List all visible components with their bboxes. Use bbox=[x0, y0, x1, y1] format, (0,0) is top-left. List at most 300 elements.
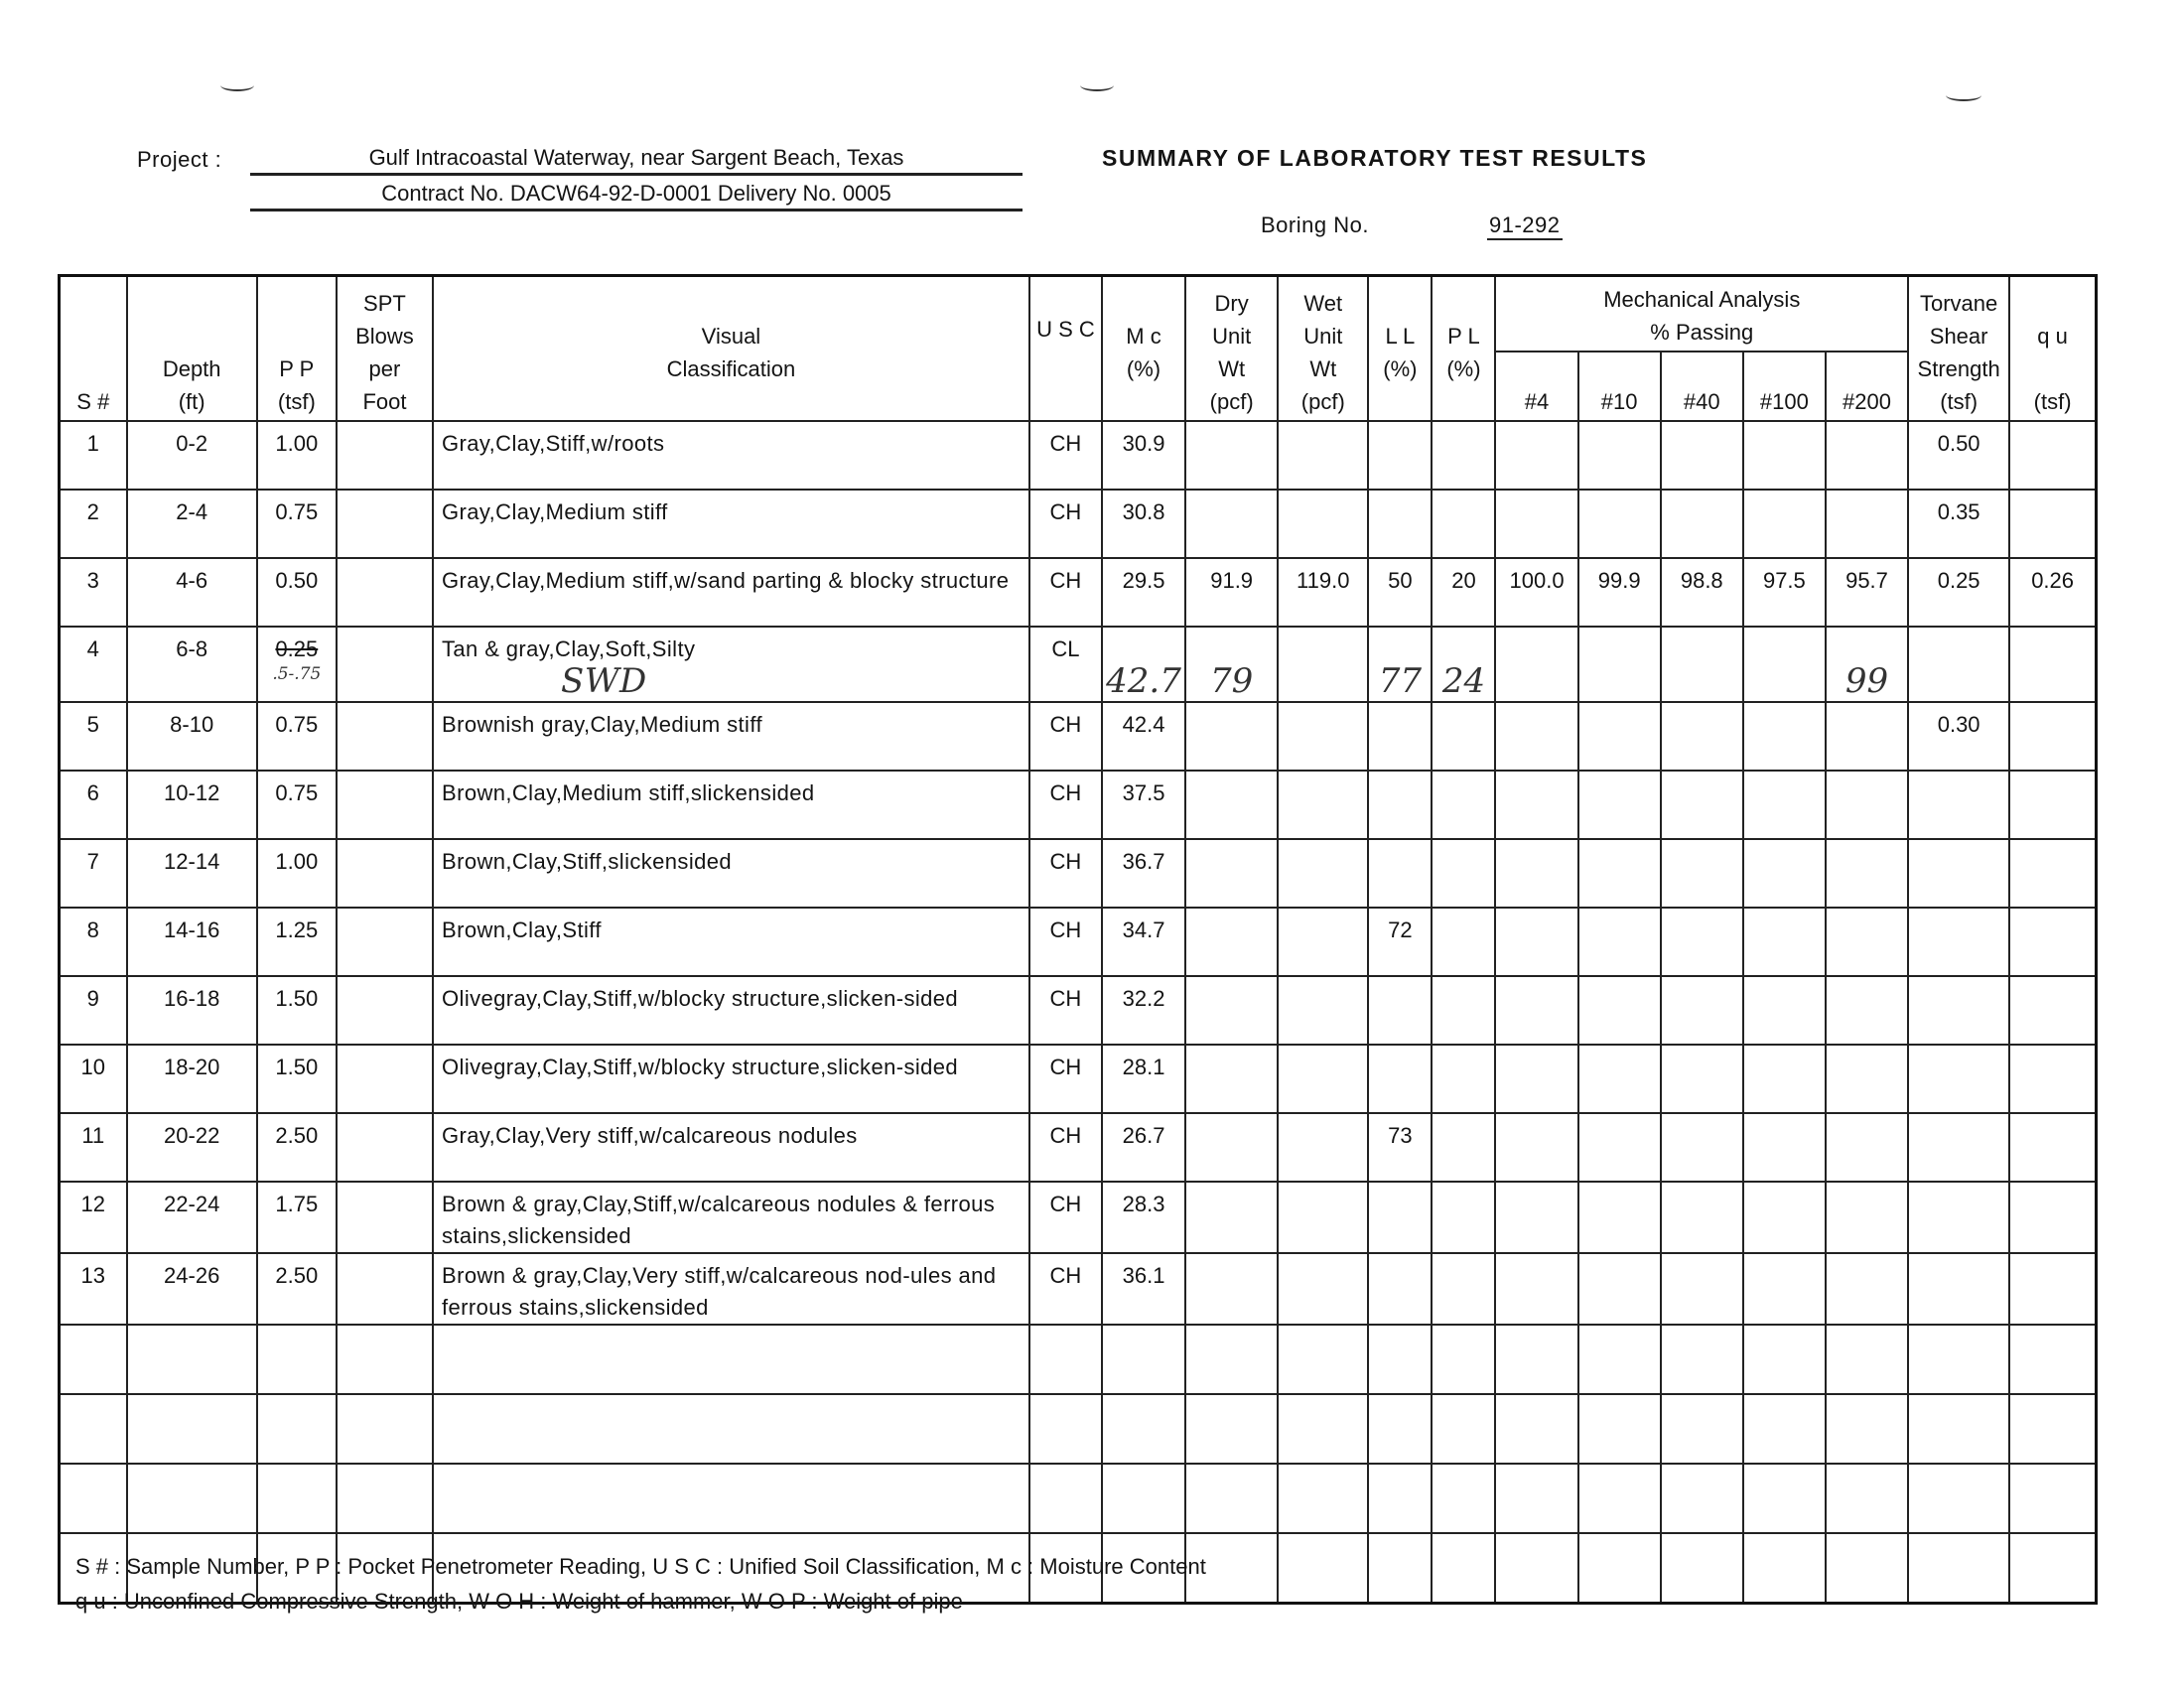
empty-cell bbox=[1495, 1394, 1577, 1464]
cell-sieve-10 bbox=[1578, 976, 1661, 1045]
cell-spt bbox=[337, 1113, 433, 1182]
cell-sample: 8 bbox=[60, 908, 127, 976]
table-row bbox=[60, 1253, 2097, 1325]
empty-cell bbox=[1826, 1464, 1908, 1533]
project-name: Gulf Intracoastal Waterway, near Sargent Beach, Texas bbox=[250, 145, 1023, 176]
cell-sample: 2 bbox=[60, 490, 127, 558]
cell-depth: 8-10 bbox=[127, 702, 257, 771]
empty-cell bbox=[1029, 1464, 1102, 1533]
cell-ll bbox=[1368, 1253, 1432, 1325]
cell-mc: 42.4 bbox=[1102, 702, 1185, 771]
table-row bbox=[60, 839, 2097, 908]
table-row bbox=[60, 908, 2097, 976]
cell-dry bbox=[1185, 490, 1278, 558]
cell-sieve-200: 95.7 bbox=[1826, 558, 1908, 627]
cell-qu bbox=[2009, 1113, 2096, 1182]
cell-sieve-40 bbox=[1661, 908, 1743, 976]
empty-cell bbox=[60, 1394, 127, 1464]
table-row bbox=[60, 702, 2097, 771]
cell-sieve-40 bbox=[1661, 1253, 1743, 1325]
cell-torvane bbox=[1908, 1113, 2009, 1182]
empty-cell bbox=[1495, 1533, 1577, 1604]
table-row bbox=[60, 1045, 2097, 1113]
cell-qu bbox=[2009, 627, 2096, 702]
empty-cell bbox=[1826, 1325, 1908, 1394]
pp-value: 0.25 bbox=[275, 636, 319, 661]
cell-sieve-100 bbox=[1743, 702, 1826, 771]
cell-depth: 6-8 bbox=[127, 627, 257, 702]
col-pl: P L (%) bbox=[1432, 276, 1495, 422]
col-spt: SPT Blows per Foot bbox=[337, 276, 433, 422]
cell-sieve-100 bbox=[1743, 1182, 1826, 1253]
empty-cell bbox=[1368, 1533, 1432, 1604]
cell-dry bbox=[1185, 976, 1278, 1045]
cell-description: Olivegray,Clay,Stiff,w/blocky structure,slicken-sided bbox=[433, 1045, 1029, 1113]
scan-mark-center bbox=[1080, 79, 1114, 91]
cell-depth: 4-6 bbox=[127, 558, 257, 627]
col-wet-unit-wt: Wet Unit Wt (pcf) bbox=[1278, 276, 1368, 422]
cell-qu bbox=[2009, 490, 2096, 558]
cell-sieve-200 bbox=[1826, 839, 1908, 908]
cell-description: Brown & gray,Clay,Very stiff,w/calcareous nod-ules and ferrous stains,slickensided bbox=[433, 1253, 1029, 1325]
empty-cell bbox=[1908, 1325, 2009, 1394]
empty-cell bbox=[60, 1464, 127, 1533]
empty-cell bbox=[2009, 1394, 2096, 1464]
cell-sieve-100 bbox=[1743, 976, 1826, 1045]
page-title: SUMMARY OF LABORATORY TEST RESULTS bbox=[1102, 145, 1648, 171]
table-row bbox=[60, 1182, 2097, 1253]
empty-cell bbox=[1368, 1394, 1432, 1464]
cell-depth: 10-12 bbox=[127, 771, 257, 839]
cell-sieve-4 bbox=[1495, 421, 1577, 490]
cell-spt bbox=[337, 839, 433, 908]
cell-torvane: 0.25 bbox=[1908, 558, 2009, 627]
cell-wet bbox=[1278, 702, 1368, 771]
cell-qu: 0.26 bbox=[2009, 558, 2096, 627]
cell-torvane bbox=[1908, 771, 2009, 839]
cell-sieve-40 bbox=[1661, 839, 1743, 908]
cell-sieve-200 bbox=[1826, 771, 1908, 839]
cell-ll bbox=[1368, 1045, 1432, 1113]
cell-description: Brown,Clay,Medium stiff,slickensided bbox=[433, 771, 1029, 839]
cell-ll: 50 bbox=[1368, 558, 1432, 627]
empty-cell bbox=[1102, 1394, 1185, 1464]
cell-usc: CH bbox=[1029, 1253, 1102, 1325]
sieve-200-handwritten: 99 bbox=[1844, 661, 1889, 701]
empty-cell bbox=[1661, 1464, 1743, 1533]
cell-dry bbox=[1185, 771, 1278, 839]
cell-mc bbox=[1102, 627, 1185, 702]
cell-wet bbox=[1278, 421, 1368, 490]
cell-sieve-100 bbox=[1743, 771, 1826, 839]
cell-depth: 14-16 bbox=[127, 908, 257, 976]
cell-pp: 2.50 bbox=[257, 1253, 337, 1325]
pp-handwritten-note: .5-.75 bbox=[272, 664, 322, 684]
cell-wet: 119.0 bbox=[1278, 558, 1368, 627]
cell-description: Gray,Clay,Very stiff,w/calcareous nodules bbox=[433, 1113, 1029, 1182]
cell-sieve-200 bbox=[1826, 490, 1908, 558]
empty-cell bbox=[1102, 1464, 1185, 1533]
cell-sieve-40 bbox=[1661, 976, 1743, 1045]
empty-table-row bbox=[60, 1394, 2097, 1464]
cell-sieve-100: 97.5 bbox=[1743, 558, 1826, 627]
cell-ll: 73 bbox=[1368, 1113, 1432, 1182]
empty-cell bbox=[1278, 1533, 1368, 1604]
cell-usc: CH bbox=[1029, 1182, 1102, 1253]
cell-depth: 18-20 bbox=[127, 1045, 257, 1113]
empty-table-row bbox=[60, 1325, 2097, 1394]
cell-pl bbox=[1432, 490, 1495, 558]
empty-cell bbox=[2009, 1325, 2096, 1394]
cell-usc: CH bbox=[1029, 1045, 1102, 1113]
cell-sample: 11 bbox=[60, 1113, 127, 1182]
cell-sample: 12 bbox=[60, 1182, 127, 1253]
cell-dry: 91.9 bbox=[1185, 558, 1278, 627]
cell-torvane bbox=[1908, 1182, 2009, 1253]
empty-cell bbox=[1908, 1533, 2009, 1604]
cell-sieve-4 bbox=[1495, 908, 1577, 976]
cell-description: Gray,Clay,Stiff,w/roots bbox=[433, 421, 1029, 490]
cell-usc: CH bbox=[1029, 421, 1102, 490]
cell-torvane bbox=[1908, 1253, 2009, 1325]
cell-mc: 32.2 bbox=[1102, 976, 1185, 1045]
cell-ll bbox=[1368, 1182, 1432, 1253]
cell-usc: CL bbox=[1029, 627, 1102, 702]
cell-torvane bbox=[1908, 839, 2009, 908]
cell-spt bbox=[337, 1182, 433, 1253]
cell-usc: CH bbox=[1029, 490, 1102, 558]
cell-pl bbox=[1432, 908, 1495, 976]
cell-sample: 5 bbox=[60, 702, 127, 771]
cell-sieve-40 bbox=[1661, 702, 1743, 771]
col-usc: U S C bbox=[1029, 276, 1102, 422]
cell-sieve-10 bbox=[1578, 702, 1661, 771]
table-row bbox=[60, 627, 2097, 702]
cell-pp: 0.75 bbox=[257, 490, 337, 558]
cell-spt bbox=[337, 490, 433, 558]
empty-cell bbox=[1578, 1394, 1661, 1464]
cell-mc: 28.1 bbox=[1102, 1045, 1185, 1113]
cell-sieve-10 bbox=[1578, 1113, 1661, 1182]
cell-mc: 30.9 bbox=[1102, 421, 1185, 490]
empty-cell bbox=[1278, 1325, 1368, 1394]
dry-handwritten: 79 bbox=[1210, 661, 1254, 701]
empty-cell bbox=[1278, 1464, 1368, 1533]
cell-description: Gray,Clay,Medium stiff,w/sand parting & blocky structure bbox=[433, 558, 1029, 627]
boring-number: 91-292 bbox=[1487, 212, 1563, 240]
cell-mc: 26.7 bbox=[1102, 1113, 1185, 1182]
cell-qu bbox=[2009, 1045, 2096, 1113]
empty-cell bbox=[1432, 1394, 1495, 1464]
empty-cell bbox=[1185, 1325, 1278, 1394]
cell-dry bbox=[1185, 1113, 1278, 1182]
empty-cell bbox=[1368, 1464, 1432, 1533]
cell-dry bbox=[1185, 421, 1278, 490]
empty-cell bbox=[433, 1394, 1029, 1464]
lab-results-table bbox=[58, 274, 2098, 1605]
cell-qu bbox=[2009, 1253, 2096, 1325]
cell-sieve-4 bbox=[1495, 976, 1577, 1045]
cell-ll bbox=[1368, 771, 1432, 839]
empty-cell bbox=[1029, 1325, 1102, 1394]
footnote-abbreviations-2: q u : Unconfined Compressive Strength, W O H : Weight of hammer, W O P : Weight of pipe bbox=[75, 1589, 963, 1614]
cell-usc: CH bbox=[1029, 976, 1102, 1045]
empty-cell bbox=[1661, 1533, 1743, 1604]
cell-description: Brownish gray,Clay,Medium stiff bbox=[433, 702, 1029, 771]
empty-cell bbox=[127, 1325, 257, 1394]
cell-sieve-4 bbox=[1495, 702, 1577, 771]
cell-torvane bbox=[1908, 976, 2009, 1045]
empty-cell bbox=[127, 1464, 257, 1533]
col-mechanical-analysis: Mechanical Analysis % Passing bbox=[1495, 276, 1908, 352]
cell-sieve-40 bbox=[1661, 490, 1743, 558]
cell-wet bbox=[1278, 908, 1368, 976]
col-dry-unit-wt: Dry Unit Wt (pcf) bbox=[1185, 276, 1278, 422]
empty-cell bbox=[1661, 1325, 1743, 1394]
cell-sieve-100 bbox=[1743, 627, 1826, 702]
handwritten-initials: SWD bbox=[561, 661, 647, 701]
col-torvane: Torvane Shear Strength (tsf) bbox=[1908, 276, 2009, 422]
cell-pp: 1.50 bbox=[257, 1045, 337, 1113]
cell-sieve-100 bbox=[1743, 1045, 1826, 1113]
empty-cell bbox=[1661, 1394, 1743, 1464]
cell-spt bbox=[337, 421, 433, 490]
cell-sieve-4 bbox=[1495, 1182, 1577, 1253]
contract-number: Contract No. DACW64-92-D-0001 Delivery No. 0005 bbox=[250, 181, 1023, 212]
cell-usc: CH bbox=[1029, 839, 1102, 908]
cell-sieve-100 bbox=[1743, 839, 1826, 908]
cell-sieve-40 bbox=[1661, 771, 1743, 839]
cell-torvane: 0.35 bbox=[1908, 490, 2009, 558]
cell-sieve-100 bbox=[1743, 908, 1826, 976]
empty-cell bbox=[1908, 1394, 2009, 1464]
col-pp: P P (tsf) bbox=[257, 276, 337, 422]
cell-wet bbox=[1278, 1045, 1368, 1113]
cell-pp: 1.25 bbox=[257, 908, 337, 976]
cell-sieve-10 bbox=[1578, 1253, 1661, 1325]
cell-wet bbox=[1278, 490, 1368, 558]
cell-depth: 16-18 bbox=[127, 976, 257, 1045]
cell-sieve-10 bbox=[1578, 627, 1661, 702]
empty-cell bbox=[1185, 1394, 1278, 1464]
empty-cell bbox=[337, 1464, 433, 1533]
cell-pl bbox=[1432, 1253, 1495, 1325]
cell-wet bbox=[1278, 771, 1368, 839]
cell-sieve-10 bbox=[1578, 421, 1661, 490]
cell-sieve-40 bbox=[1661, 421, 1743, 490]
table-row bbox=[60, 421, 2097, 490]
cell-pl bbox=[1432, 1045, 1495, 1113]
table-row bbox=[60, 1113, 2097, 1182]
cell-ll bbox=[1368, 421, 1432, 490]
cell-mc: 36.7 bbox=[1102, 839, 1185, 908]
cell-torvane: 0.30 bbox=[1908, 702, 2009, 771]
cell-torvane: 0.50 bbox=[1908, 421, 2009, 490]
cell-pl bbox=[1432, 771, 1495, 839]
cell-sample: 13 bbox=[60, 1253, 127, 1325]
cell-pl bbox=[1432, 1113, 1495, 1182]
cell-pp: 1.00 bbox=[257, 839, 337, 908]
cell-spt bbox=[337, 1253, 433, 1325]
empty-cell bbox=[1495, 1464, 1577, 1533]
cell-usc: CH bbox=[1029, 558, 1102, 627]
cell-torvane bbox=[1908, 627, 2009, 702]
empty-cell bbox=[433, 1325, 1029, 1394]
cell-sieve-40 bbox=[1661, 627, 1743, 702]
empty-cell bbox=[1743, 1325, 1826, 1394]
cell-sieve-200 bbox=[1826, 908, 1908, 976]
mc-handwritten: 42.7 bbox=[1106, 661, 1181, 701]
cell-pl bbox=[1432, 421, 1495, 490]
cell-dry bbox=[1185, 1253, 1278, 1325]
cell-pl bbox=[1432, 976, 1495, 1045]
cell-description: Olivegray,Clay,Stiff,w/blocky structure,slicken-sided bbox=[433, 976, 1029, 1045]
cell-torvane bbox=[1908, 1045, 2009, 1113]
header-row-top bbox=[60, 276, 2097, 352]
cell-sample: 10 bbox=[60, 1045, 127, 1113]
cell-sieve-4 bbox=[1495, 1253, 1577, 1325]
cell-wet bbox=[1278, 1113, 1368, 1182]
cell-qu bbox=[2009, 702, 2096, 771]
cell-dry bbox=[1185, 702, 1278, 771]
cell-qu bbox=[2009, 1182, 2096, 1253]
scan-mark-right bbox=[1946, 89, 1981, 101]
cell-pp: 0.75 bbox=[257, 771, 337, 839]
cell-ll bbox=[1368, 976, 1432, 1045]
cell-pl bbox=[1432, 702, 1495, 771]
cell-pp: 1.00 bbox=[257, 421, 337, 490]
cell-sieve-100 bbox=[1743, 1253, 1826, 1325]
empty-cell bbox=[1743, 1464, 1826, 1533]
cell-pp bbox=[257, 627, 337, 702]
cell-usc: CH bbox=[1029, 702, 1102, 771]
cell-spt bbox=[337, 1045, 433, 1113]
cell-qu bbox=[2009, 976, 2096, 1045]
col-qu: q u (tsf) bbox=[2009, 276, 2096, 422]
empty-cell bbox=[257, 1325, 337, 1394]
cell-usc: CH bbox=[1029, 1113, 1102, 1182]
empty-cell bbox=[1278, 1394, 1368, 1464]
cell-spt bbox=[337, 627, 433, 702]
empty-cell bbox=[257, 1464, 337, 1533]
cell-depth: 0-2 bbox=[127, 421, 257, 490]
cell-sieve-100 bbox=[1743, 490, 1826, 558]
cell-sieve-4 bbox=[1495, 490, 1577, 558]
cell-depth: 24-26 bbox=[127, 1253, 257, 1325]
table-row bbox=[60, 771, 2097, 839]
cell-spt bbox=[337, 558, 433, 627]
cell-sieve-10 bbox=[1578, 490, 1661, 558]
empty-cell bbox=[2009, 1533, 2096, 1604]
cell-mc: 30.8 bbox=[1102, 490, 1185, 558]
cell-dry bbox=[1185, 908, 1278, 976]
cell-sieve-200 bbox=[1826, 1045, 1908, 1113]
empty-cell bbox=[1432, 1464, 1495, 1533]
cell-description: Brown & gray,Clay,Stiff,w/calcareous nodules & ferrous stains,slickensided bbox=[433, 1182, 1029, 1253]
col-moisture-content: M c (%) bbox=[1102, 276, 1185, 422]
cell-ll bbox=[1368, 702, 1432, 771]
cell-sieve-40 bbox=[1661, 1182, 1743, 1253]
cell-depth: 12-14 bbox=[127, 839, 257, 908]
cell-description: Brown,Clay,Stiff bbox=[433, 908, 1029, 976]
cell-qu bbox=[2009, 421, 2096, 490]
cell-mc: 29.5 bbox=[1102, 558, 1185, 627]
cell-sieve-4 bbox=[1495, 1113, 1577, 1182]
col-sieve-10: #10 bbox=[1578, 352, 1661, 421]
cell-sample: 1 bbox=[60, 421, 127, 490]
cell-dry bbox=[1185, 839, 1278, 908]
cell-sieve-200 bbox=[1826, 976, 1908, 1045]
empty-cell bbox=[127, 1394, 257, 1464]
empty-cell bbox=[1495, 1325, 1577, 1394]
table-row bbox=[60, 558, 2097, 627]
cell-pl bbox=[1432, 627, 1495, 702]
cell-qu bbox=[2009, 908, 2096, 976]
project-label: Project : bbox=[137, 147, 222, 172]
empty-cell bbox=[337, 1394, 433, 1464]
cell-pp: 0.50 bbox=[257, 558, 337, 627]
cell-description: Brown,Clay,Stiff,slickensided bbox=[433, 839, 1029, 908]
cell-sieve-4 bbox=[1495, 771, 1577, 839]
cell-sieve-10 bbox=[1578, 1182, 1661, 1253]
cell-sieve-10 bbox=[1578, 908, 1661, 976]
empty-cell bbox=[1432, 1325, 1495, 1394]
cell-sieve-40: 98.8 bbox=[1661, 558, 1743, 627]
cell-spt bbox=[337, 771, 433, 839]
empty-cell bbox=[1029, 1394, 1102, 1464]
cell-pp: 1.75 bbox=[257, 1182, 337, 1253]
cell-sieve-100 bbox=[1743, 1113, 1826, 1182]
empty-cell bbox=[257, 1394, 337, 1464]
cell-usc: CH bbox=[1029, 908, 1102, 976]
cell-dry bbox=[1185, 627, 1278, 702]
empty-cell bbox=[1743, 1394, 1826, 1464]
ll-handwritten: 77 bbox=[1378, 661, 1422, 701]
cell-sieve-4 bbox=[1495, 839, 1577, 908]
cell-sieve-200 bbox=[1826, 702, 1908, 771]
cell-sieve-200 bbox=[1826, 421, 1908, 490]
cell-sample: 3 bbox=[60, 558, 127, 627]
cell-sieve-200 bbox=[1826, 1253, 1908, 1325]
empty-cell bbox=[1185, 1464, 1278, 1533]
cell-wet bbox=[1278, 976, 1368, 1045]
cell-sample: 4 bbox=[60, 627, 127, 702]
cell-ll bbox=[1368, 839, 1432, 908]
cell-wet bbox=[1278, 1182, 1368, 1253]
results-body bbox=[60, 421, 2097, 1604]
cell-mc: 36.1 bbox=[1102, 1253, 1185, 1325]
col-sieve-200: #200 bbox=[1826, 352, 1908, 421]
cell-pp: 2.50 bbox=[257, 1113, 337, 1182]
empty-cell bbox=[433, 1464, 1029, 1533]
cell-spt bbox=[337, 702, 433, 771]
scan-mark-left bbox=[220, 79, 254, 91]
empty-cell bbox=[2009, 1464, 2096, 1533]
table-row bbox=[60, 976, 2097, 1045]
pl-handwritten: 24 bbox=[1441, 661, 1486, 701]
cell-sieve-40 bbox=[1661, 1113, 1743, 1182]
cell-sieve-200 bbox=[1826, 1182, 1908, 1253]
empty-cell bbox=[1908, 1464, 2009, 1533]
cell-mc: 28.3 bbox=[1102, 1182, 1185, 1253]
cell-sieve-10 bbox=[1578, 839, 1661, 908]
empty-cell bbox=[1578, 1325, 1661, 1394]
cell-qu bbox=[2009, 839, 2096, 908]
col-sample-number: S # bbox=[60, 276, 127, 422]
cell-wet bbox=[1278, 839, 1368, 908]
cell-description: Gray,Clay,Medium stiff bbox=[433, 490, 1029, 558]
col-depth: Depth (ft) bbox=[127, 276, 257, 422]
